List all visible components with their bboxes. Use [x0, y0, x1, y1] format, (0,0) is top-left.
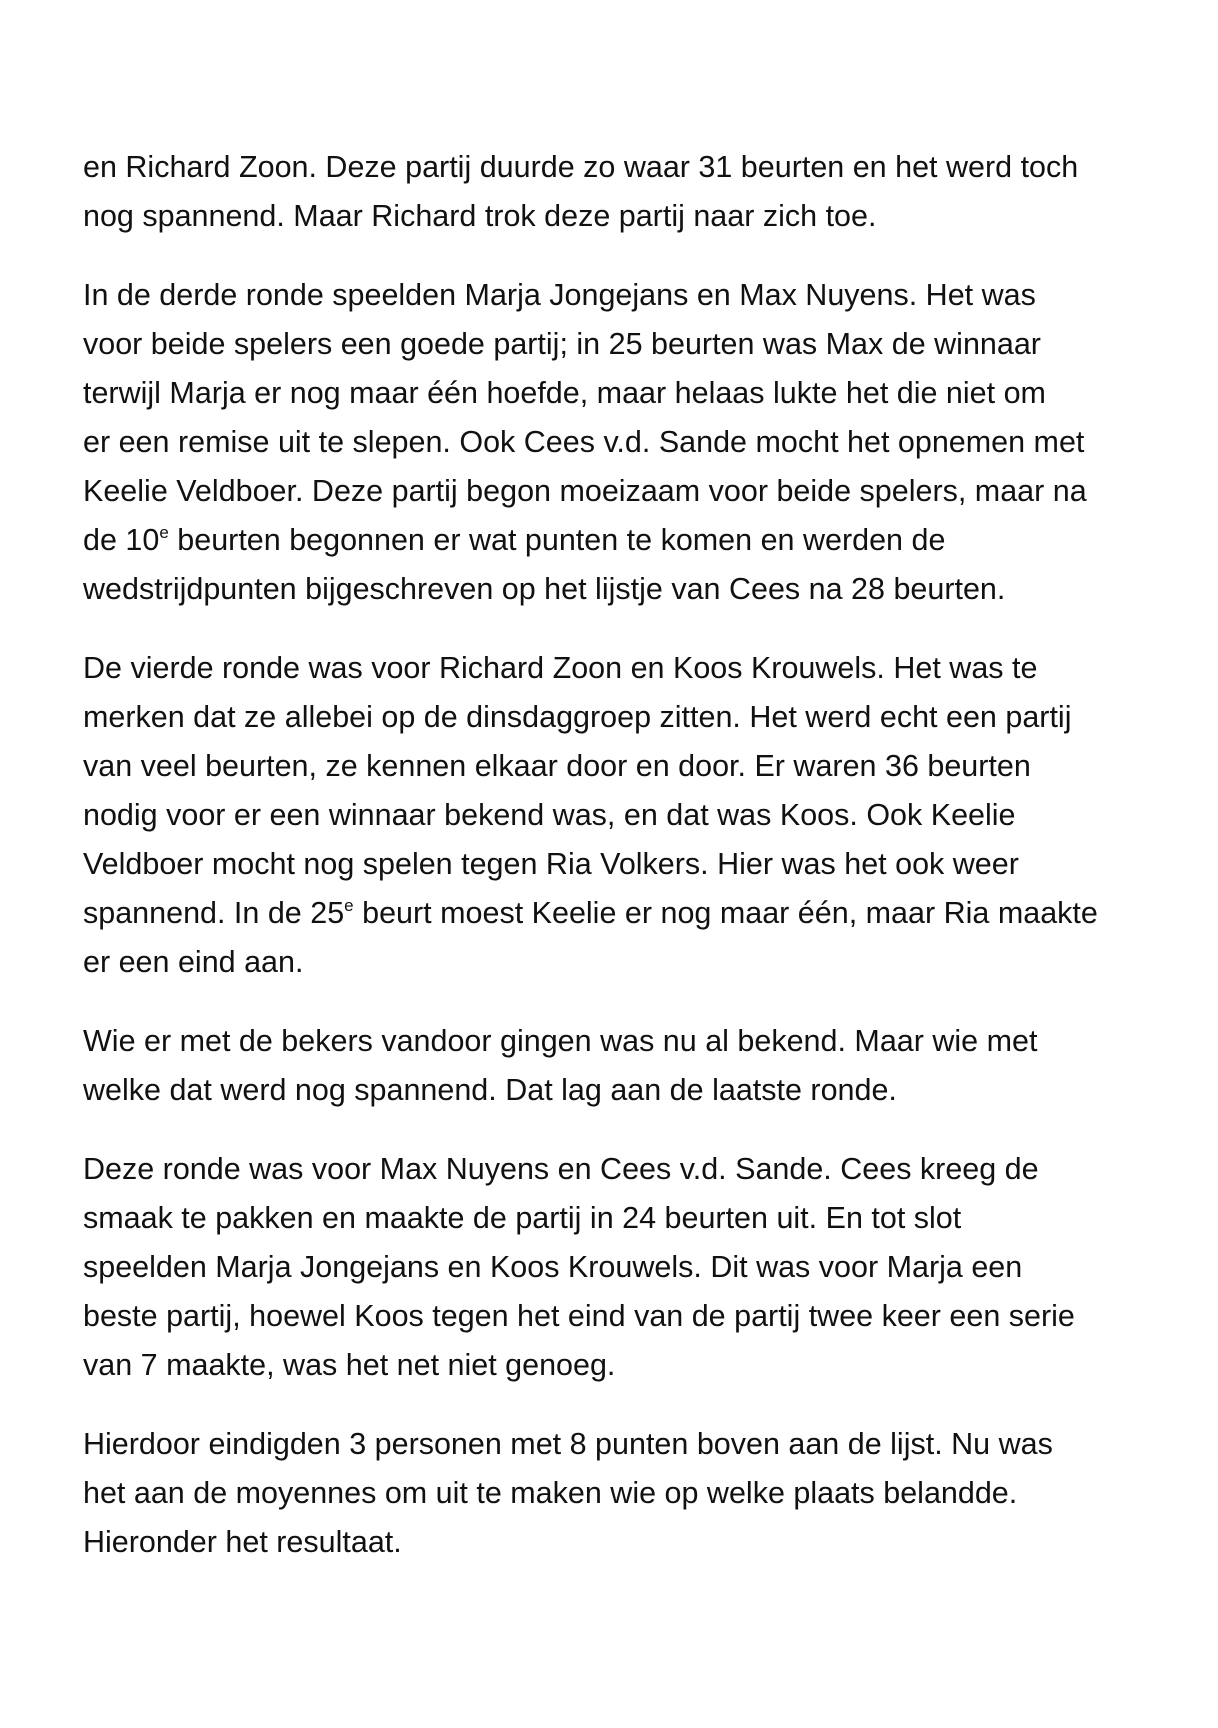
- text-line: Hieronder het resultaat.: [83, 1525, 402, 1559]
- text-line: terwijl Marja er nog maar één hoefde, maar helaas lukte het die niet om: [83, 376, 1046, 410]
- text-line: er een remise uit te slepen. Ook Cees v.d. Sande mocht het opnemen met: [83, 425, 1085, 459]
- ordinal-superscript: e: [159, 523, 169, 542]
- text-line: welke dat werd nog spannend. Dat lag aan de laatste ronde.: [83, 1073, 897, 1107]
- paragraph-2: [83, 271, 1163, 614]
- paragraph-5: [83, 1145, 1163, 1390]
- text-line: er een eind aan.: [83, 945, 304, 979]
- text-line: beste partij, hoewel Koos tegen het eind van de partij twee keer een serie: [83, 1299, 1075, 1333]
- text-line: De vierde ronde was voor Richard Zoon en Koos Krouwels. Het was te: [83, 651, 1038, 685]
- text-line: In de derde ronde speelden Marja Jongejans en Max Nuyens. Het was: [83, 278, 1036, 312]
- text-line: Wie er met de bekers vandoor gingen was nu al bekend. Maar wie met: [83, 1024, 1038, 1058]
- paragraph-4: [83, 1017, 1163, 1115]
- text-line-with-superscript: [83, 516, 1163, 565]
- line-text-before: de 10: [83, 523, 160, 557]
- paragraph-6: [83, 1420, 1163, 1567]
- text-line: wedstrijdpunten bijgeschreven op het lijstje van Cees na 28 beurten.: [83, 572, 1006, 606]
- text-line: voor beide spelers een goede partij; in 25 beurten was Max de winnaar: [83, 327, 1041, 361]
- text-line: Keelie Veldboer. Deze partij begon moeizaam voor beide spelers, maar na: [83, 474, 1087, 508]
- text-line: Deze ronde was voor Max Nuyens en Cees v.d. Sande. Cees kreeg de: [83, 1152, 1039, 1186]
- text-line: smaak te pakken en maakte de partij in 24 beurten uit. En tot slot: [83, 1201, 962, 1235]
- text-line: merken dat ze allebei op de dinsdaggroep zitten. Het werd echt een partij: [83, 700, 1072, 734]
- text-line: Veldboer mocht nog spelen tegen Ria Volkers. Hier was het ook weer: [83, 847, 1019, 881]
- line-text-after: beurt moest Keelie er nog maar één, maar Ria maakte: [353, 896, 1098, 930]
- line-text-after: beurten begonnen er wat punten te komen en werden de: [168, 523, 946, 557]
- paragraph-1: [83, 143, 1163, 241]
- text-line: nog spannend. Maar Richard trok deze partij naar zich toe.: [83, 199, 877, 233]
- text-line: nodig voor er een winnaar bekend was, en dat was Koos. Ook Keelie: [83, 798, 1016, 832]
- document-page: [83, 143, 1163, 1597]
- text-line: het aan de moyennes om uit te maken wie op welke plaats belandde.: [83, 1476, 1018, 1510]
- text-line: van 7 maakte, was het net niet genoeg.: [83, 1348, 616, 1382]
- text-line: van veel beurten, ze kennen elkaar door en door. Er waren 36 beurten: [83, 749, 1031, 783]
- text-line: speelden Marja Jongejans en Koos Krouwels. Dit was voor Marja een: [83, 1250, 1023, 1284]
- text-line-with-superscript: [83, 889, 1163, 938]
- text-line: Hierdoor eindigden 3 personen met 8 punten boven aan de lijst. Nu was: [83, 1427, 1053, 1461]
- paragraph-3: [83, 644, 1163, 987]
- ordinal-superscript: e: [344, 896, 354, 915]
- line-text-before: spannend. In de 25: [83, 896, 345, 930]
- text-line: en Richard Zoon. Deze partij duurde zo waar 31 beurten en het werd toch: [83, 150, 1079, 184]
